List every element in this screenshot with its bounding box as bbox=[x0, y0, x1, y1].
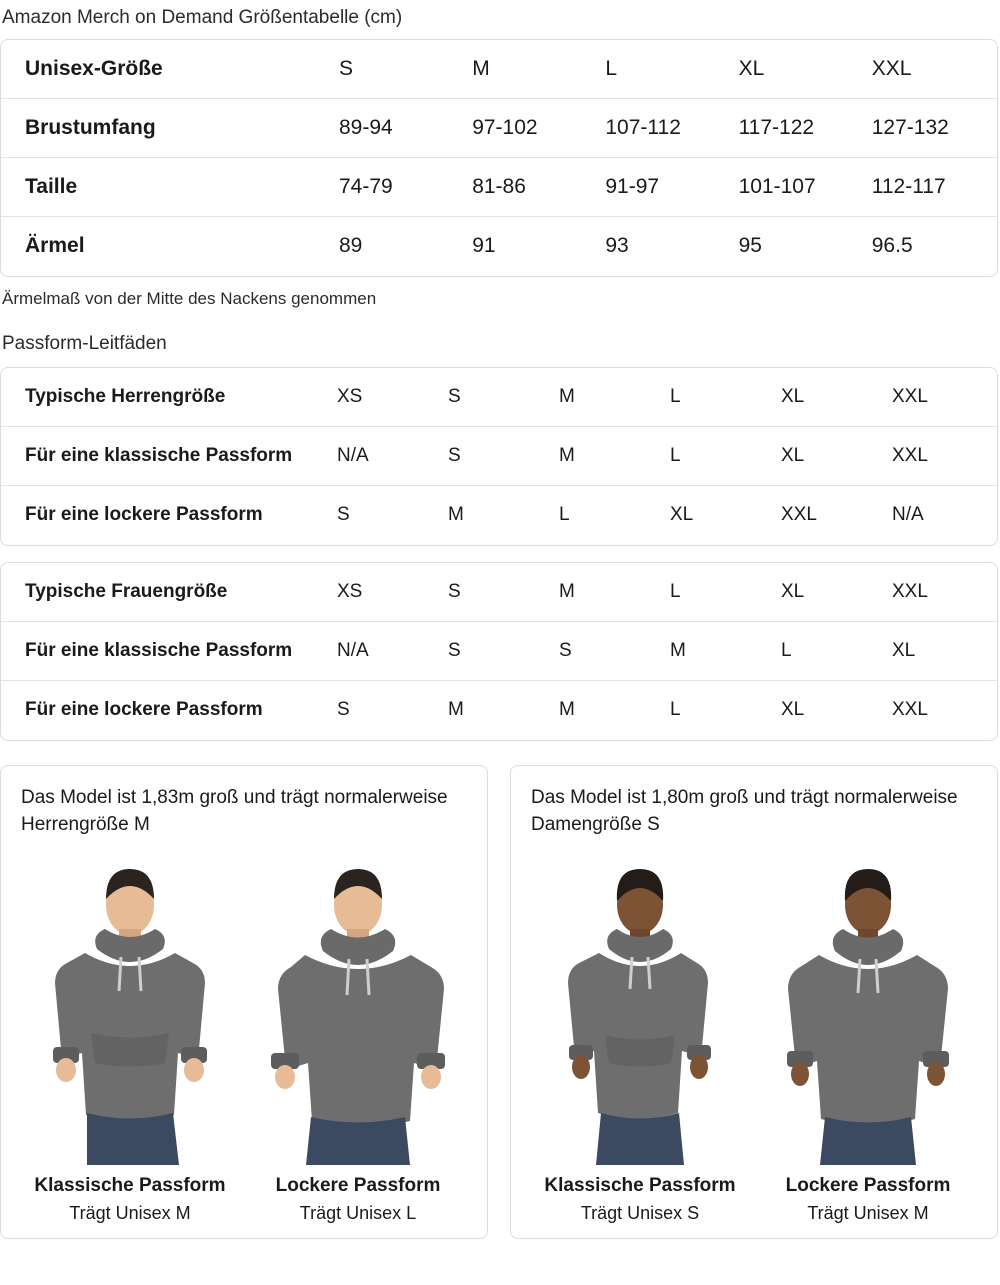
row-value: 112-117 bbox=[864, 158, 997, 217]
row-value: L bbox=[664, 427, 775, 486]
model-figure-labels bbox=[531, 1175, 977, 1224]
row-label: Brustumfang bbox=[1, 99, 331, 158]
row-value: N/A bbox=[886, 486, 997, 545]
male-model-relaxed-hoodie-illustration bbox=[253, 865, 463, 1165]
row-value: 74-79 bbox=[331, 158, 464, 217]
row-value: L bbox=[670, 385, 681, 407]
figure-label bbox=[763, 1175, 973, 1224]
row-value: 93 bbox=[597, 217, 730, 276]
row-value: XL bbox=[781, 580, 805, 602]
model-figure-classic-fit bbox=[535, 865, 745, 1165]
row-value: S bbox=[331, 681, 442, 740]
row-value: XL bbox=[775, 427, 886, 486]
female-model-classic-hoodie-illustration bbox=[535, 865, 745, 1165]
table-row bbox=[1, 427, 997, 486]
fit-name: Lockere Passform bbox=[275, 1174, 441, 1196]
female-model-relaxed-hoodie-illustration bbox=[763, 865, 973, 1165]
model-figure-labels bbox=[21, 1175, 467, 1224]
model-card-men bbox=[0, 765, 488, 1239]
row-label: Für eine klassische Passform bbox=[1, 622, 331, 681]
row-label: Typische Herrengröße bbox=[25, 385, 226, 407]
row-label: Typische Frauengröße bbox=[25, 580, 228, 602]
row-value: 91-97 bbox=[597, 158, 730, 217]
row-value: S bbox=[553, 622, 664, 681]
fit-wears: Trägt Unisex L bbox=[299, 1202, 417, 1223]
row-value: XL bbox=[886, 622, 997, 681]
row-value: M bbox=[664, 622, 775, 681]
mens-fit-table bbox=[0, 367, 998, 546]
row-value: XXL bbox=[886, 427, 997, 486]
table-row bbox=[1, 158, 997, 217]
row-label: Für eine lockere Passform bbox=[1, 486, 331, 545]
row-value: XS bbox=[337, 580, 363, 602]
row-value: S bbox=[442, 622, 553, 681]
row-value: XL bbox=[781, 385, 805, 407]
table-row bbox=[1, 217, 997, 276]
row-value: XL bbox=[664, 486, 775, 545]
male-model-classic-hoodie-illustration bbox=[25, 865, 235, 1165]
row-value: XXL bbox=[871, 56, 912, 80]
model-figures bbox=[531, 845, 977, 1165]
row-value: M bbox=[553, 427, 664, 486]
row-value: 91 bbox=[464, 217, 597, 276]
row-value: S bbox=[442, 427, 553, 486]
row-value: M bbox=[472, 56, 490, 80]
row-label: Taille bbox=[1, 158, 331, 217]
fit-wears: Trägt Unisex M bbox=[807, 1202, 929, 1223]
row-value: XS bbox=[337, 385, 363, 407]
page-title: Amazon Merch on Demand Größentabelle (cm) bbox=[2, 7, 403, 28]
row-value: 96.5 bbox=[864, 217, 997, 276]
row-value: N/A bbox=[331, 427, 442, 486]
row-value: M bbox=[559, 385, 575, 407]
table-row bbox=[1, 486, 997, 545]
row-value: 89 bbox=[331, 217, 464, 276]
table-row bbox=[1, 681, 997, 740]
figure-label bbox=[25, 1175, 235, 1224]
row-value: XXL bbox=[892, 580, 928, 602]
table-row bbox=[1, 622, 997, 681]
table-row bbox=[1, 99, 997, 158]
row-value: S bbox=[448, 385, 461, 407]
table-row bbox=[1, 368, 997, 427]
row-value: N/A bbox=[331, 622, 442, 681]
row-value: S bbox=[331, 486, 442, 545]
row-label: Für eine lockere Passform bbox=[1, 681, 331, 740]
row-value: M bbox=[442, 486, 553, 545]
fit-name: Lockere Passform bbox=[785, 1174, 951, 1196]
size-table bbox=[0, 39, 998, 277]
row-value: L bbox=[775, 622, 886, 681]
table-row bbox=[1, 40, 997, 99]
fit-wears: Trägt Unisex M bbox=[69, 1202, 191, 1223]
model-caption: Das Model ist 1,83m groß und trägt normalerweise Herrengröße M bbox=[21, 786, 448, 836]
row-value: L bbox=[670, 580, 681, 602]
row-value: 89-94 bbox=[331, 99, 464, 158]
row-value: L bbox=[605, 56, 618, 80]
model-figures bbox=[21, 845, 467, 1165]
row-value: M bbox=[559, 580, 575, 602]
row-value: XL bbox=[775, 681, 886, 740]
row-value: 97-102 bbox=[464, 99, 597, 158]
figure-label bbox=[253, 1175, 463, 1224]
model-card-women bbox=[510, 765, 998, 1239]
model-cards bbox=[0, 765, 1000, 1239]
row-value: XXL bbox=[892, 385, 928, 407]
fit-name: Klassische Passform bbox=[34, 1174, 226, 1196]
row-value: L bbox=[553, 486, 664, 545]
model-caption: Das Model ist 1,80m groß und trägt normalerweise Damengröße S bbox=[531, 786, 958, 836]
row-value: XXL bbox=[775, 486, 886, 545]
row-value: 101-107 bbox=[731, 158, 864, 217]
model-figure-classic-fit bbox=[25, 865, 235, 1165]
row-value: M bbox=[553, 681, 664, 740]
row-value: 107-112 bbox=[597, 99, 730, 158]
fit-name: Klassische Passform bbox=[544, 1174, 736, 1196]
table-row bbox=[1, 563, 997, 622]
row-label: Für eine klassische Passform bbox=[1, 427, 331, 486]
row-value: XXL bbox=[886, 681, 997, 740]
model-figure-relaxed-fit bbox=[253, 865, 463, 1165]
row-value: 127-132 bbox=[864, 99, 997, 158]
row-value: 81-86 bbox=[464, 158, 597, 217]
figure-label bbox=[535, 1175, 745, 1224]
row-value: 95 bbox=[731, 217, 864, 276]
row-value: S bbox=[339, 56, 354, 80]
womens-fit-table bbox=[0, 562, 998, 741]
row-value: L bbox=[664, 681, 775, 740]
row-value: 117-122 bbox=[731, 99, 864, 158]
sleeve-note: Ärmelmaß von der Mitte des Nackens genommen bbox=[2, 288, 377, 308]
fit-wears: Trägt Unisex S bbox=[580, 1202, 700, 1223]
model-figure-relaxed-fit bbox=[763, 865, 973, 1165]
row-label: Unisex-Größe bbox=[25, 56, 163, 80]
fit-guides-title: Passform-Leitfäden bbox=[2, 332, 167, 354]
row-value: M bbox=[442, 681, 553, 740]
row-value: S bbox=[448, 580, 461, 602]
row-label: Ärmel bbox=[1, 217, 331, 276]
row-value: XL bbox=[738, 56, 765, 80]
